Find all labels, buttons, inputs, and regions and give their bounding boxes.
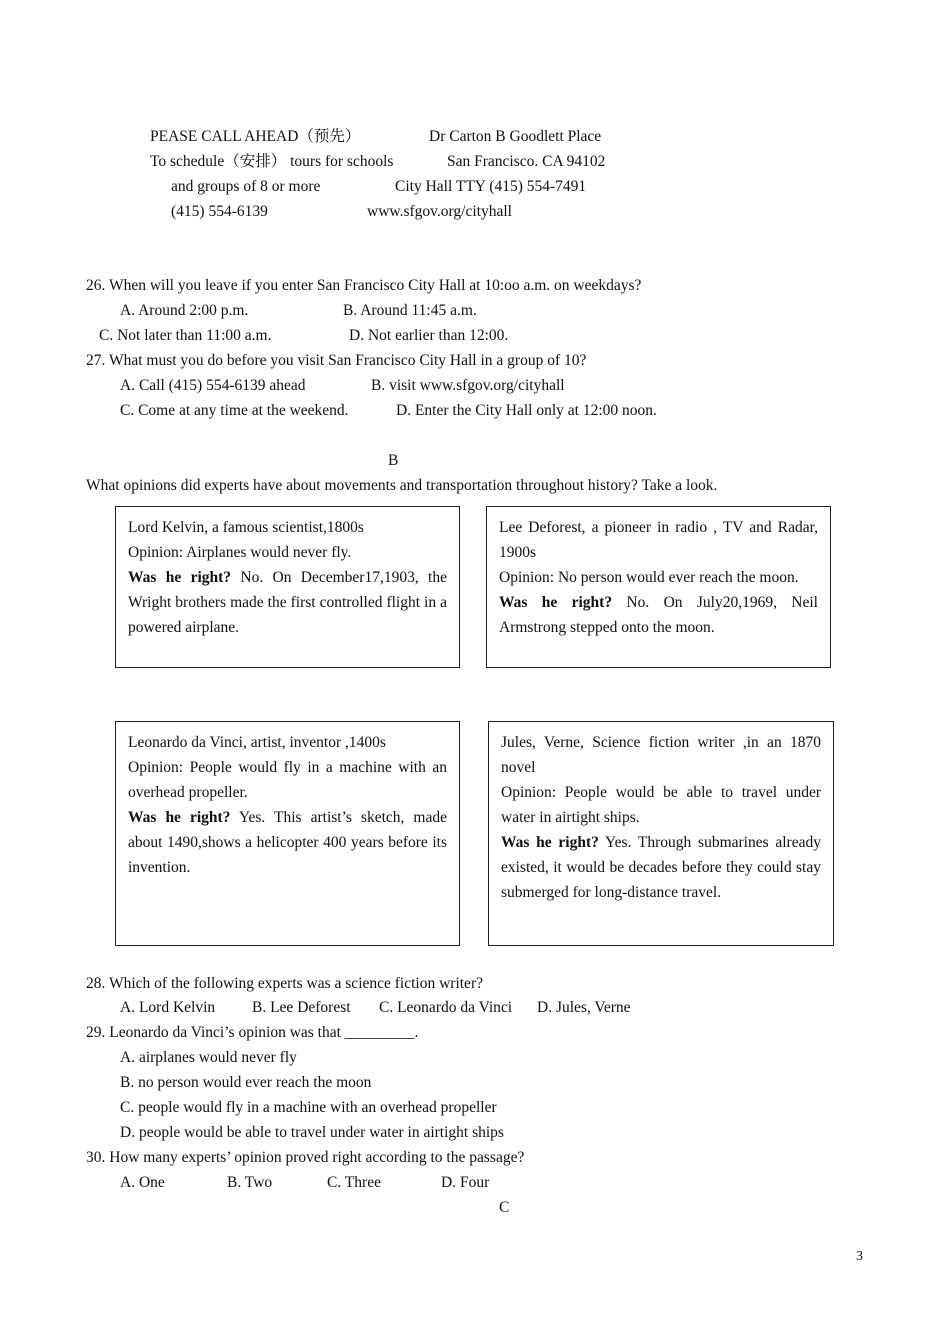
expert-box-verne xyxy=(488,721,834,946)
q29-option-d: D. people would be able to travel under water in airtight ships xyxy=(120,1124,504,1141)
q29-option-a: A. airplanes would never fly xyxy=(120,1049,297,1066)
q30-option-c: C. Three xyxy=(327,1174,381,1191)
q30-option-a: A. One xyxy=(120,1174,165,1191)
q30-option-b: B. Two xyxy=(227,1174,273,1191)
expert-box-kelvin xyxy=(115,506,460,668)
expert-opinion: Opinion: People would fly in a machine with an overhead propeller. xyxy=(128,759,447,801)
contact-tty-phone: City Hall TTY (415) 554-7491 xyxy=(395,178,587,195)
verdict-text: No. On July20,1969, Neil Armstrong stepped onto the moon. xyxy=(499,594,818,636)
question-30: 30. How many experts’ opinion proved right according to the passage? xyxy=(86,1149,525,1166)
expert-verdict xyxy=(499,590,818,640)
q28-option-c: C. Leonardo da Vinci xyxy=(379,999,513,1016)
q29-option-b: B. no person would ever reach the moon xyxy=(120,1074,372,1091)
q26-option-a: A. Around 2:00 p.m. xyxy=(120,302,249,319)
expert-who: Jules, Verne, Science fiction writer ,in an 1870 novel xyxy=(501,734,821,776)
contact-phone: (415) 554-6139 xyxy=(171,203,268,220)
contact-group-size: and groups of 8 or more xyxy=(171,178,321,195)
contact-address-city: San Francisco. CA 94102 xyxy=(447,153,606,170)
verdict-label: Was he right? xyxy=(128,569,232,586)
expert-verdict xyxy=(501,830,821,905)
q26-option-c: C. Not later than 11:00 a.m. xyxy=(99,327,272,344)
q28-option-d: D. Jules, Verne xyxy=(537,999,631,1016)
section-b-label: B xyxy=(388,452,399,469)
expert-verdict xyxy=(128,805,447,880)
expert-who: Lee Deforest, a pioneer in radio , TV and Radar, 1900s xyxy=(499,519,818,561)
verdict-text: Yes. This artist’s sketch, made about 1490,shows a helicopter 400 years before its invention. xyxy=(128,809,447,876)
contact-website: www.sfgov.org/cityhall xyxy=(367,203,512,220)
question-28: 28. Which of the following experts was a science fiction writer? xyxy=(86,975,483,992)
q30-option-d: D. Four xyxy=(441,1174,490,1191)
expert-who: Leonardo da Vinci, artist, inventor ,1400s xyxy=(128,734,386,751)
section-b-intro: What opinions did experts have about movements and transportation throughout history? Take a look. xyxy=(86,477,718,494)
contact-address-street: Dr Carton B Goodlett Place xyxy=(429,128,602,145)
section-c-label: C xyxy=(499,1199,510,1216)
expert-who: Lord Kelvin, a famous scientist,1800s xyxy=(128,519,364,536)
verdict-label: Was he right? xyxy=(128,809,231,826)
question-29: 29. Leonardo da Vinci’s opinion was that _________. xyxy=(86,1024,419,1041)
expert-box-deforest xyxy=(486,506,831,668)
q27-option-b: B. visit www.sfgov.org/cityhall xyxy=(371,377,565,394)
q28-option-b: B. Lee Deforest xyxy=(252,999,351,1016)
expert-verdict xyxy=(128,565,447,640)
q26-option-b: B. Around 11:45 a.m. xyxy=(343,302,477,319)
expert-opinion: Opinion: Airplanes would never fly. xyxy=(128,544,352,561)
page-number: 3 xyxy=(856,1249,863,1264)
question-27: 27. What must you do before you visit San Francisco City Hall in a group of 10? xyxy=(86,352,587,369)
question-26: 26. When will you leave if you enter San Francisco City Hall at 10:oo a.m. on weekdays? xyxy=(86,277,642,294)
q26-option-d: D. Not earlier than 12:00. xyxy=(349,327,509,344)
q27-option-a: A. Call (415) 554-6139 ahead xyxy=(120,377,306,394)
q29-option-c: C. people would fly in a machine with an overhead propeller xyxy=(120,1099,497,1116)
verdict-label: Was he right? xyxy=(499,594,613,611)
q28-option-a: A. Lord Kelvin xyxy=(120,999,216,1016)
q27-option-d: D. Enter the City Hall only at 12:00 noon. xyxy=(396,402,657,419)
contact-schedule-tours: To schedule（安排） tours for schools xyxy=(150,153,394,170)
expert-opinion: Opinion: People would be able to travel under water in airtight ships. xyxy=(501,784,821,826)
verdict-text: No. On December17,1903, the Wright brothers made the first controlled flight in a powered airplane. xyxy=(128,569,447,636)
expert-box-da-vinci xyxy=(115,721,460,946)
contact-call-ahead: PEASE CALL AHEAD（预先） xyxy=(150,128,361,145)
expert-opinion: Opinion: No person would ever reach the moon. xyxy=(499,569,799,586)
q27-option-c: C. Come at any time at the weekend. xyxy=(120,402,349,419)
verdict-label: Was he right? xyxy=(501,834,599,851)
verdict-text: Yes. Through submarines already existed, it would be decades before they could stay submerged for long-distance travel. xyxy=(501,834,821,901)
